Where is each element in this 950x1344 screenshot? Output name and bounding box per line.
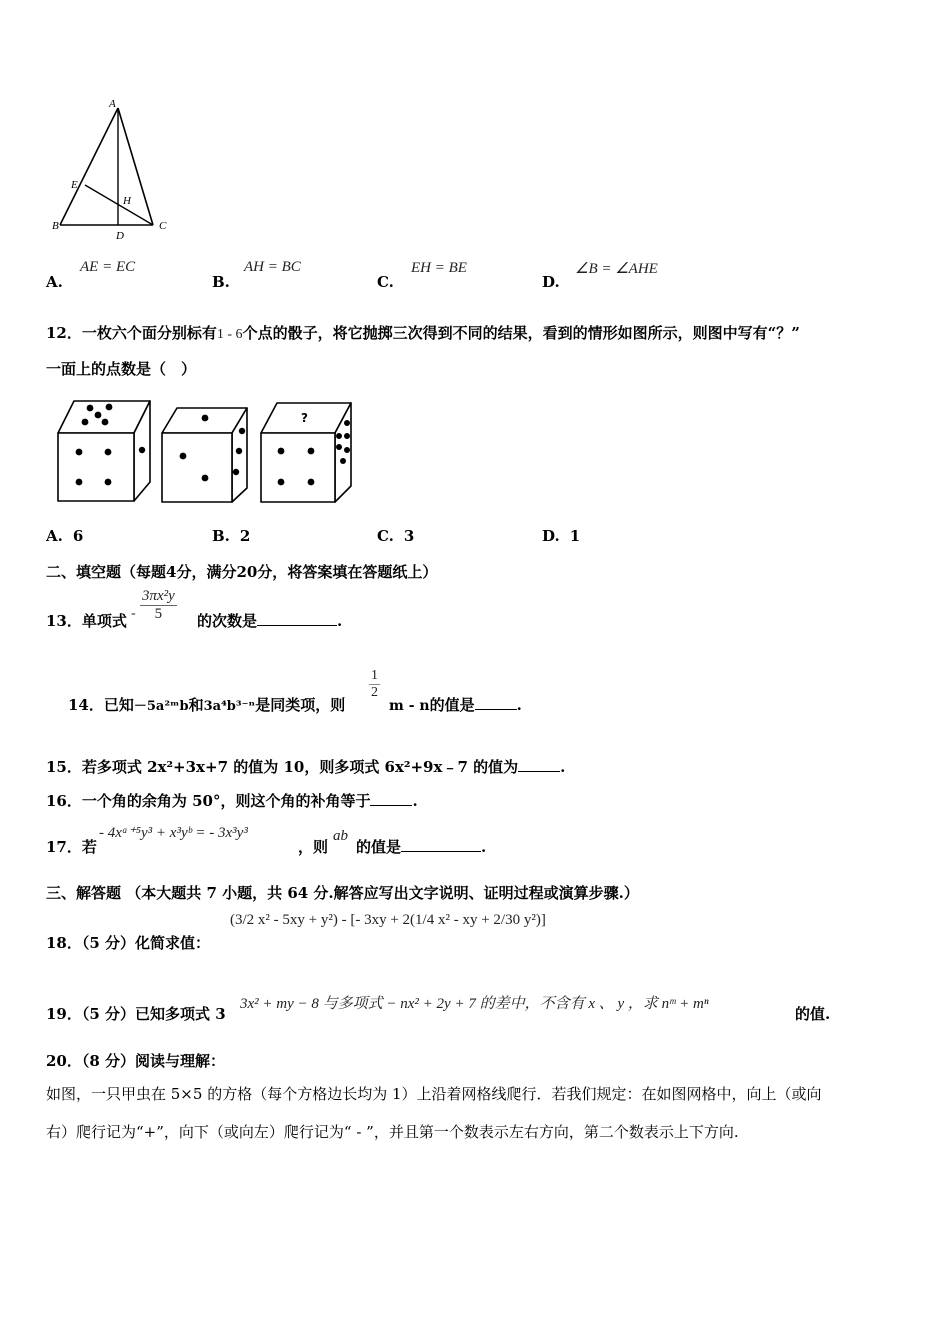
q12-option-c-value: 3 — [403, 527, 415, 545]
q13-minus: - — [131, 606, 136, 621]
q16-line — [46, 790, 418, 811]
section3-title: 三、解答题 （本大题共 7 小题，共 64 分.解答应写出文字说明、证明过程或演算步骤.） — [46, 884, 639, 902]
q18-pre: 18．（5 分）化简求值： — [46, 934, 211, 952]
q12-option-d-value: 1 — [569, 527, 581, 545]
q11-option-b-math: AH = BC — [244, 259, 301, 275]
q14-numerator: 1 — [371, 668, 378, 683]
q13-post-text: 的次数是 — [197, 612, 258, 630]
q16-answer-blank[interactable] — [370, 805, 412, 806]
q19-pre: 19．（5 分）已知多项式 3 — [46, 1005, 226, 1023]
q20-title: 20．（8 分）阅读与理解： — [46, 1052, 226, 1070]
q17-ab: ab — [333, 828, 348, 844]
q14-expr: m - n — [389, 698, 430, 714]
q14-term1: －5a²ᵐb — [133, 699, 189, 714]
section2-title: 二、填空题（每题4分，满分20分，将答案填在答题纸上） — [46, 563, 438, 581]
q12-option-a-value: 6 — [72, 527, 84, 545]
q13-post — [197, 610, 342, 631]
triangle-figure — [45, 95, 180, 245]
q11-option-b-letter: B. — [212, 273, 230, 291]
q11-option-c-letter: C. — [377, 273, 394, 291]
label-d: D — [116, 230, 124, 242]
q11-option-a-letter: A. — [46, 273, 63, 291]
q15-end: . — [560, 758, 566, 776]
q17-answer-blank[interactable] — [401, 851, 481, 852]
dice-figure — [52, 398, 367, 508]
q12-range: 1 - 6 — [216, 327, 243, 342]
q14-tail — [389, 694, 522, 715]
q12-option-b — [212, 527, 250, 545]
q13-denominator: 5 — [154, 606, 163, 622]
q17-mid: ，则 — [298, 838, 329, 856]
q13-pre: 13．单项式 — [46, 612, 127, 630]
q19-expr: 3x² + my − 8 与多项式 − nx² + 2y + 7 的差中，不含有 x 、 y ，求 nᵐ + mⁿ — [240, 996, 709, 1012]
q17-tail — [356, 836, 486, 857]
q14-line — [68, 694, 345, 715]
q11-option-c-math: EH = BE — [411, 260, 467, 276]
q12-line2: 一面上的点数是（ ） — [46, 360, 197, 378]
q12-line1 — [46, 322, 800, 343]
label-e: E — [71, 179, 78, 191]
q14-fraction — [369, 668, 380, 701]
q19-post: 的值. — [795, 1005, 831, 1023]
q12-line1-post: 个点的骰子，将它抛掷三次得到不同的结果，看到的情形如图所示，则图中写有“？” — [242, 324, 800, 342]
q13-fraction — [140, 588, 177, 623]
q14-pre: 14．已知 — [68, 696, 134, 714]
q16-end: . — [412, 792, 418, 810]
q12-option-a-letter: A. — [46, 527, 63, 545]
q12-option-c — [377, 527, 414, 545]
q17-post: 的值是 — [356, 838, 402, 856]
q17-math: - 4xᵃ⁺⁵y³ + x³yᵇ = - 3x³y³ — [99, 825, 248, 841]
q14-end: . — [516, 696, 522, 714]
q14-answer-blank[interactable] — [475, 709, 517, 710]
q18-expr: (3/2 x² - 5xy + y²) - [- 3xy + 2(1/4 x² - xy + 2/30 y²)] — [230, 912, 546, 928]
q13-end: . — [337, 612, 343, 630]
q14-mid1: 和 — [188, 696, 204, 714]
q12-option-d-letter: D. — [542, 527, 560, 545]
q12-option-b-value: 2 — [239, 527, 251, 545]
q14-mid2: 是同类项，则 — [255, 696, 346, 714]
q13-answer-blank[interactable] — [257, 625, 337, 626]
q15-line — [46, 756, 565, 777]
q13-numerator: 3πx²y — [142, 588, 175, 604]
label-h: H — [123, 195, 131, 207]
label-c: C — [159, 220, 167, 232]
q11-option-d-letter: D. — [542, 273, 560, 291]
q17-pre: 17．若 — [46, 838, 97, 856]
q14-post: 的值是 — [429, 696, 475, 714]
q11-option-d-math: ∠B = ∠AHE — [575, 261, 658, 277]
dice-question-mark: ? — [301, 411, 308, 425]
q20-paragraph-1: 如图，一只甲虫在 5×5 的方格（每个方格边长均为 1）上沿着网格线爬行．若我们规定：在如图网格中，向上（或向 — [46, 1085, 822, 1103]
label-a: A — [109, 98, 116, 110]
q12-option-b-letter: B. — [212, 527, 230, 545]
q14-term2: 3a⁴b³⁻ⁿ — [203, 699, 256, 714]
q12-option-d — [542, 527, 580, 545]
q17-end: . — [481, 838, 487, 856]
q15-answer-blank[interactable] — [518, 771, 560, 772]
q12-option-a — [46, 527, 83, 545]
q12-option-c-letter: C. — [377, 527, 394, 545]
q20-paragraph-2: 右）爬行记为“+”，向下（或向左）爬行记为“ - ”，并且第一个数表示左右方向，第二个数表示上下方向. — [46, 1123, 739, 1141]
q12-line1-pre: 12．一枚六个面分别标有 — [46, 324, 217, 342]
q11-option-a-math: AE = EC — [80, 259, 136, 275]
q16-text: 16．一个角的余角为 50°，则这个角的补角等于 — [46, 792, 371, 810]
label-b: B — [52, 220, 59, 232]
q15-text: 15．若多项式 2x²+3x+7 的值为 10，则多项式 6x²+9x﹣7 的值为 — [46, 758, 519, 776]
q14-denominator: 2 — [371, 685, 378, 700]
